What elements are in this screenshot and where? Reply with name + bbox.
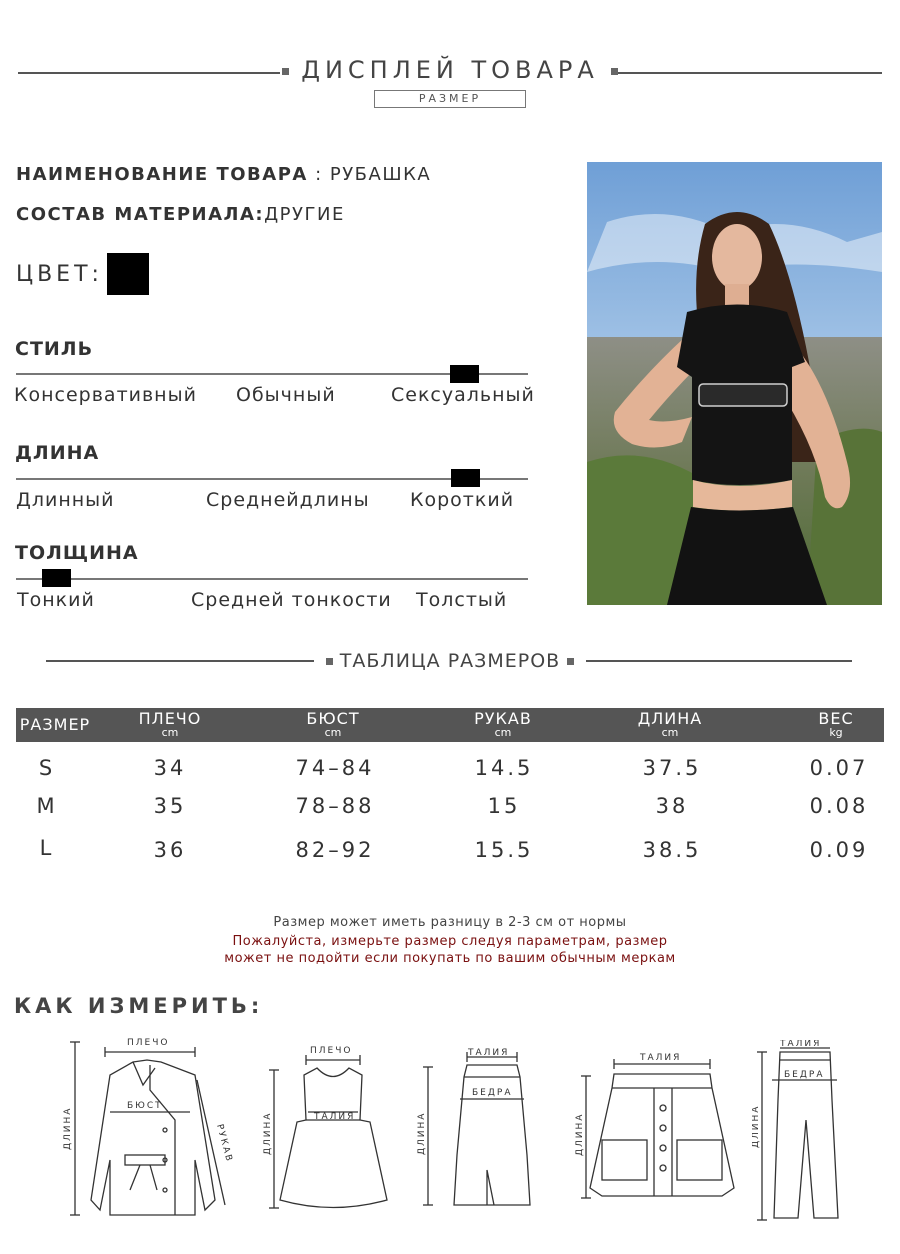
cell-shoulder: 36 <box>153 838 187 862</box>
length-label: ДЛИНА <box>752 1104 761 1148</box>
how-to-measure-title: КАК ИЗМЕРИТЬ: <box>14 994 264 1018</box>
page-title: ДИСПЛЕЙ ТОВАРА <box>0 56 900 84</box>
col-size: РАЗМЕР <box>19 715 91 734</box>
bullet-icon <box>567 658 574 665</box>
mini-skirt-diagram <box>572 1048 747 1208</box>
col-length: ДЛИНА cm <box>637 709 703 739</box>
style-option-conservative: Консервативный <box>14 384 197 406</box>
cell-size: M <box>36 794 58 818</box>
product-name: НАИМЕНОВАНИЕ ТОВАРА : РУБАШКА <box>16 164 432 185</box>
hips-label: БЕДРА <box>472 1088 513 1098</box>
cell-bust: 82–92 <box>295 838 375 862</box>
length-option-long: Длинный <box>16 489 115 511</box>
style-option-sexy: Сексуальный <box>391 384 535 406</box>
thickness-option-thin: Тонкий <box>17 589 95 611</box>
cell-weight: 0.08 <box>809 794 869 818</box>
thickness-marker <box>42 569 71 587</box>
product-photo <box>587 162 882 605</box>
col-shoulder: ПЛЕЧО cm <box>138 709 202 739</box>
col-sleeve: РУКАВ cm <box>474 709 532 739</box>
note-measure-1: Пожалуйста, измерьте размер следуя параметрам, размер <box>232 934 668 949</box>
thickness-option-medium: Средней тонкости <box>191 589 392 611</box>
shoulder-label: ПЛЕЧО <box>310 1046 353 1056</box>
note-difference: Размер может иметь разницу в 2-3 см от нормы <box>273 915 627 930</box>
length-option-short: Короткий <box>410 489 515 511</box>
length-label: ДЛИНА <box>417 1111 427 1155</box>
cell-bust: 78–88 <box>295 794 375 818</box>
length-marker <box>451 469 480 487</box>
cell-sleeve: 14.5 <box>474 756 534 780</box>
hips-label: БЕДРА <box>784 1070 825 1080</box>
style-label: СТИЛЬ <box>15 338 94 360</box>
product-color-label: ЦВЕТ: <box>16 262 103 287</box>
size-table-title: ТАБЛИЦА РАЗМЕРОВ <box>0 650 900 672</box>
waist-label: ТАЛИЯ <box>640 1053 682 1063</box>
cell-shoulder: 34 <box>153 756 187 780</box>
cell-length: 38.5 <box>642 838 702 862</box>
thickness-label: ТОЛЩИНА <box>15 542 139 564</box>
skirt-diagram <box>412 1045 542 1215</box>
length-label: ДЛИНА <box>63 1106 73 1150</box>
bust-label: БЮСТ <box>127 1101 163 1111</box>
jacket-diagram <box>55 1030 240 1225</box>
product-material: СОСТАВ МАТЕРИАЛА:ДРУГИЕ <box>16 204 345 225</box>
sleeve-label: РУКАВ <box>214 1123 235 1165</box>
length-option-medium: Среднейдлины <box>206 489 370 511</box>
bullet-icon <box>611 68 618 75</box>
thickness-track <box>16 578 528 580</box>
style-option-casual: Обычный <box>236 384 336 406</box>
cell-bust: 74–84 <box>295 756 375 780</box>
cell-weight: 0.07 <box>809 756 869 780</box>
shoulder-label: ПЛЕЧО <box>127 1038 170 1048</box>
bullet-icon <box>282 68 289 75</box>
cell-length: 38 <box>655 794 689 818</box>
pants-diagram <box>752 1040 847 1225</box>
style-marker <box>450 365 479 383</box>
waist-label: ТАЛИЯ <box>780 1040 822 1049</box>
length-label: ДЛИНА <box>575 1112 585 1156</box>
length-label: ДЛИНА <box>263 1111 273 1155</box>
size-table-header <box>16 708 884 742</box>
waist-label: ТАЛИЯ <box>314 1112 356 1122</box>
dress-diagram <box>262 1040 402 1215</box>
cell-sleeve: 15.5 <box>474 838 534 862</box>
page-subtitle: РАЗМЕР <box>374 90 526 108</box>
cell-size: L <box>39 836 55 860</box>
col-bust: БЮСТ cm <box>306 709 360 739</box>
waist-label: ТАЛИЯ <box>468 1048 510 1058</box>
cell-length: 37.5 <box>642 756 702 780</box>
thickness-option-thick: Толстый <box>416 589 508 611</box>
cell-size: S <box>38 756 56 780</box>
bullet-icon <box>326 658 333 665</box>
cell-shoulder: 35 <box>153 794 187 818</box>
cell-weight: 0.09 <box>809 838 869 862</box>
note-measure-2: может не подойти если покупать по вашим обычным меркам <box>224 951 676 966</box>
cell-sleeve: 15 <box>487 794 521 818</box>
col-weight: ВЕС kg <box>818 709 854 739</box>
length-label: ДЛИНА <box>15 442 100 464</box>
color-swatch <box>107 253 149 295</box>
